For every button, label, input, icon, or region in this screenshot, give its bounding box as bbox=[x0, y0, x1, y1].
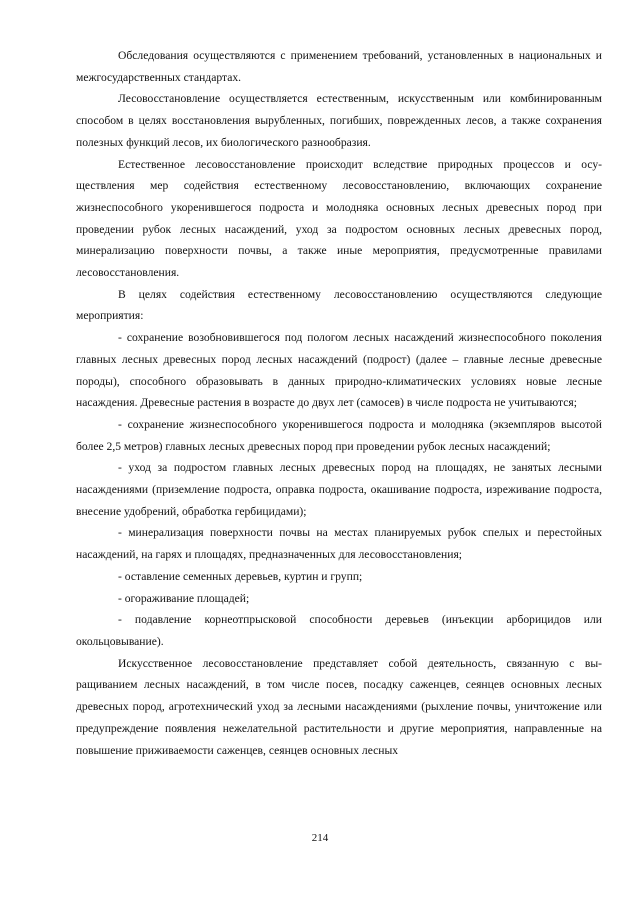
list-item-preserve-young-growth: - сохранение жизнеспособного укоренившегося подроста и молодняка (экземпляров высотой более 2,5 метров) главных лесных древесных пород при проведении рубок лесных насаждений; bbox=[76, 417, 602, 453]
list-item-seed-trees: - оставление семенных деревьев, куртин и групп; bbox=[118, 569, 363, 583]
list-item-undergrowth-care: - уход за подростом главных лесных древесных пород на площадях, не занятых лесными насаждениями (приземление подроста, оправка подроста, окашивание подроста, изреживание подроста, внесение удобрений, обработка гербицидами); bbox=[76, 461, 602, 518]
list-item-soil-mineralization: - минерализация поверхности почвы на местах планируемых рубок спелых и перестойных насаждений, на гарях и площадях, предназначенных для лесовосстановления; bbox=[76, 526, 602, 562]
paragraph-surveys: Обследования осуществляются с применением требований, установленных в национальных и межгосударственных стандартах. bbox=[76, 49, 602, 84]
list-item-fencing: - огораживание площадей; bbox=[118, 591, 250, 605]
page-number: 214 bbox=[311, 832, 329, 844]
body-text bbox=[76, 45, 602, 761]
list-item-preserve-undergrowth: - сохранение возобновившегося под пологом лесных насаждений жизнеспособного поколения главных лесных древесных пород лесных насаждений (подрост) (далее – главные лесные древесные породы), способного образовывать в данных природно-климатических условиях новые лесные насаждения. Древесные растения в возрасте до двух лет (самосев) в числе подроста не учитываются; bbox=[76, 331, 602, 410]
list-item-root-sprout-suppression: - подавление корнеотпрысковой способности деревьев (инъекции арборицидов или окольцовывание). bbox=[76, 613, 602, 648]
paragraph-measures-intro: В целях содействия естественному лесовосстановлению осуществляются следующие мероприятия: bbox=[76, 287, 602, 323]
paragraph-artificial-reforestation: Искусственное лесовосстановление представляет собой деятельность, связанную с выращиванием лесных насаждений, в том числе посев, посадку саженцев, сеянцев основных лесных древесных пород, агротехнический уход за лесными насаждениями (рыхление почвы, уничтожение или предупреждение появления нежелательной растительности и другие мероприятия, направленные на повышение приживаемости саженцев, сеянцев основных лесных bbox=[76, 656, 602, 757]
paragraph-natural-reforestation: Естественное лесовосстановление происходит вследствие природных процессов и осуществления мер содействия естественному лесовосстановлению, включающих сохранение жизнеспособного укоренившегося подроста и молодняка основных лесных древесных пород при проведении рубок лесных насаждений, уход за подростом основных лесных древесных пород, минерализацию поверхности почвы, а также иные мероприятия, предусмотренные правилами лесовосстановления. bbox=[76, 157, 602, 280]
paragraph-reforestation-methods: Лесовосстановление осуществляется естественным, искусственным или комбинированным способом в целях восстановления вырубленных, погибших, поврежденных лесов, а также сохранения полезных функций лесов, их биологического разнообразия. bbox=[76, 92, 602, 149]
